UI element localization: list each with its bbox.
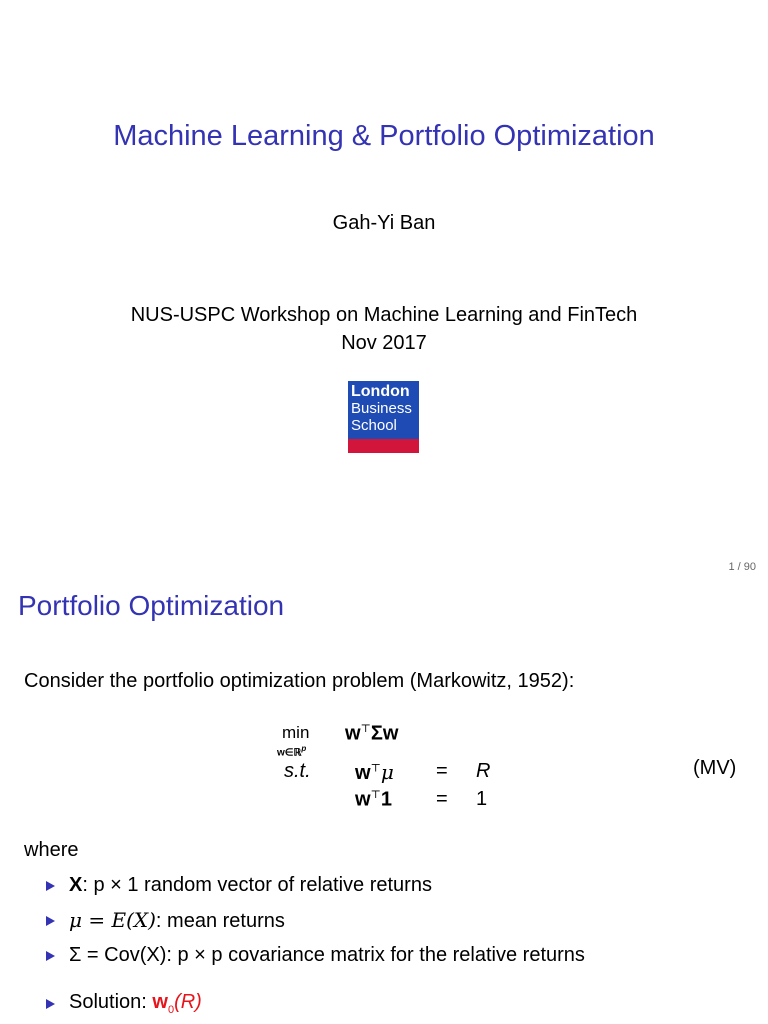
- logo-line-3: School: [351, 417, 397, 434]
- subject-to-label: s.t.: [284, 760, 311, 782]
- page-number: 1 / 90: [728, 561, 756, 573]
- london-business-school-logo: [348, 381, 419, 453]
- intro-text: Consider the portfolio optimization problem (Markowitz, 1952):: [24, 670, 575, 692]
- list-item: X: p × 1 random vector of relative returns: [46, 873, 585, 908]
- bullet-triangle-icon: [46, 881, 55, 891]
- frame-title: Portfolio Optimization: [18, 590, 285, 621]
- constraint-1-rhs: R: [476, 760, 491, 782]
- constraint-1-equals: =: [436, 760, 448, 782]
- list-item: μ = E(X): mean returns: [46, 908, 585, 943]
- min-subscript: w∈ℝ$^p$: [277, 744, 307, 759]
- definition-list: [46, 873, 585, 978]
- where-text: where: [24, 839, 79, 861]
- presentation-title: Machine Learning & Portfolio Optimization: [113, 120, 655, 152]
- event-date: Nov 2017: [341, 332, 427, 354]
- event-info: [0, 301, 768, 357]
- list-item: Σ = Cov(X): p × p covariance matrix for the relative returns: [46, 943, 585, 978]
- equation-label: (MV): [693, 757, 737, 779]
- solution-item: Solution: $w_0(R)$: [46, 991, 202, 1016]
- bullet-triangle-icon: [46, 951, 55, 961]
- bullet-triangle-icon: [46, 999, 55, 1009]
- logo-red-bar: [348, 439, 419, 453]
- portfolio-optimization-slide: [0, 580, 768, 1024]
- author-name: Gah-Yi Ban: [332, 212, 436, 234]
- constraint-2-equals: =: [436, 788, 448, 810]
- objective-function: w⊤Σw: [345, 722, 399, 745]
- event-name: NUS-USPC Workshop on Machine Learning and FinTech: [130, 304, 638, 326]
- bullet-triangle-icon: [46, 916, 55, 926]
- constraint-1-lhs: w⊤μ: [355, 760, 394, 784]
- logo-line-2: Business: [351, 400, 412, 417]
- constraint-2-lhs: w⊤1: [355, 788, 393, 811]
- min-operator: min: [282, 723, 310, 742]
- logo-line-1: London: [351, 383, 410, 400]
- constraint-2-rhs: 1: [476, 788, 488, 810]
